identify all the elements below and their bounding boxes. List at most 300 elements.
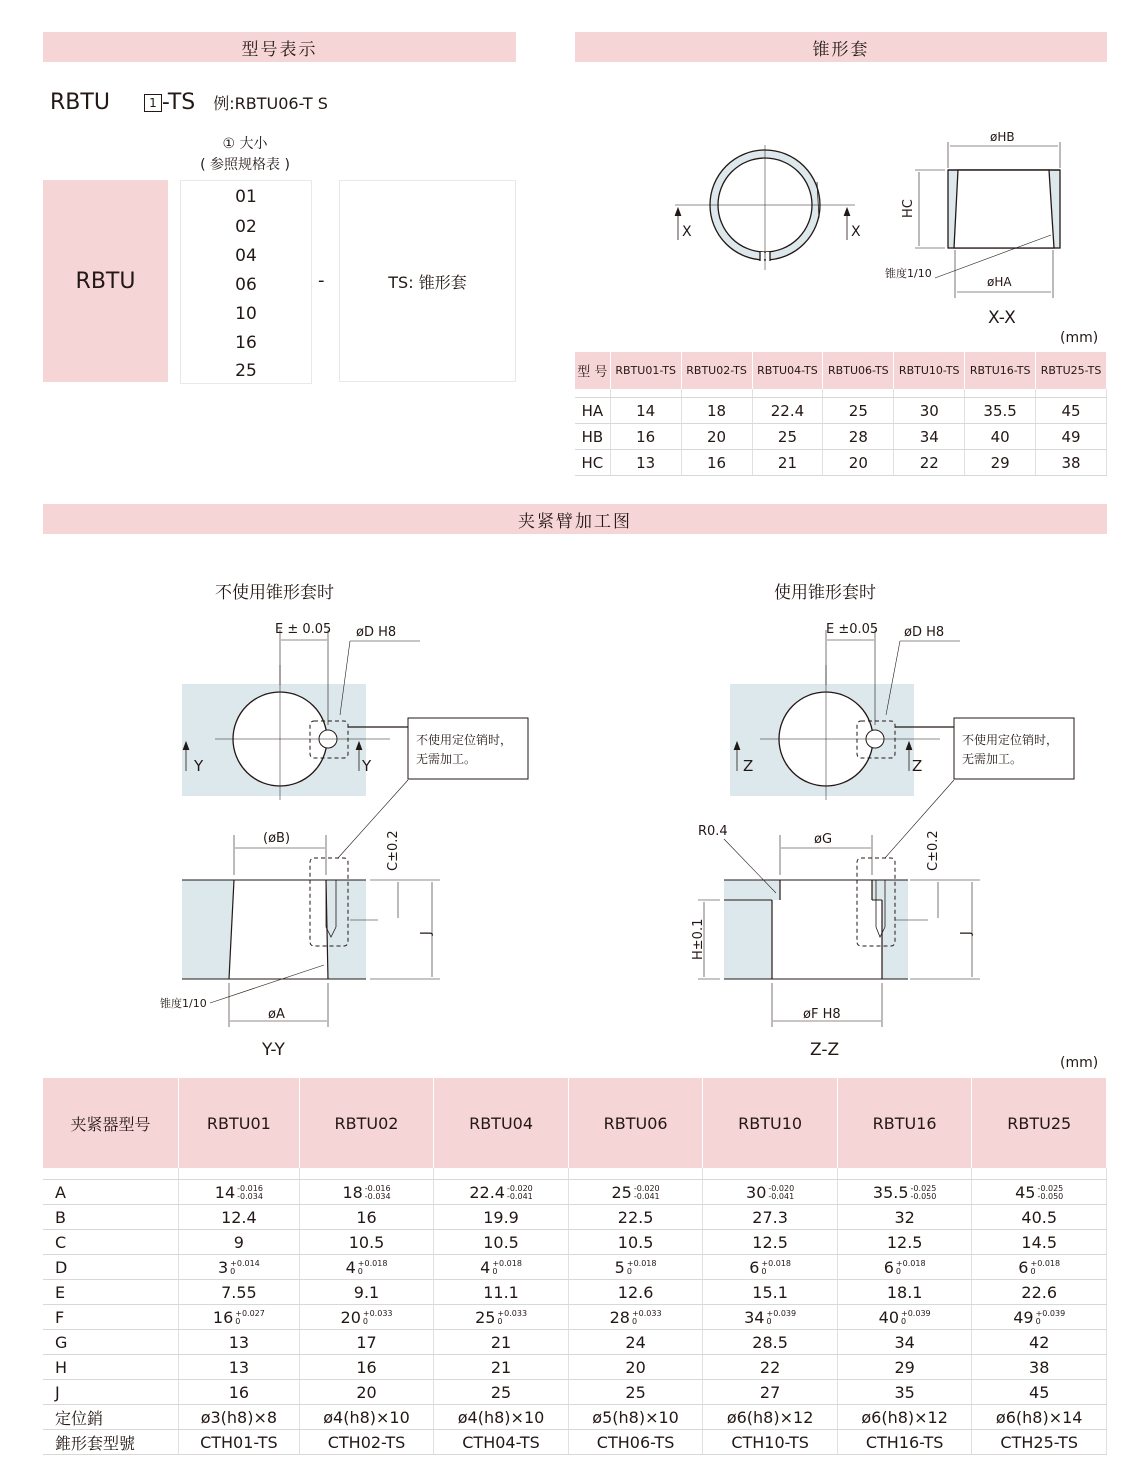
cell-value: ø5(h8)×10 [592, 1407, 679, 1427]
cell-value: 21 [490, 1332, 512, 1352]
size-item: 06 [235, 275, 257, 295]
tolerance-lower: 0 [497, 1317, 503, 1326]
cell: 29 [965, 450, 1036, 476]
cell [179, 1430, 300, 1455]
size-item: 04 [235, 246, 257, 266]
tolerance-lower: 0 [895, 1267, 902, 1276]
cell-value: 25 [475, 1307, 496, 1327]
tolerance [492, 1260, 522, 1276]
option-dash: - [318, 270, 325, 291]
tolerance [363, 1310, 393, 1326]
row-label: HA [575, 398, 610, 424]
tolerance-lower: 0 [766, 1317, 772, 1326]
cell-value: 18 [342, 1182, 363, 1202]
y-label-left: Y [194, 757, 204, 775]
cell [434, 1330, 569, 1355]
cell [837, 1355, 972, 1380]
cell [703, 1180, 838, 1205]
tolerance-upper: -0.020 [506, 1184, 533, 1193]
j-dim-left: J [419, 931, 434, 935]
size-item: 25 [235, 361, 257, 381]
cell: 14 [610, 398, 681, 424]
cell: 22.4 [752, 398, 823, 424]
cell: 21 [752, 450, 823, 476]
cell-value: 14 [214, 1182, 236, 1202]
size-item: 10 [235, 304, 257, 324]
cell [837, 1180, 972, 1205]
cell-value: 40.5 [1021, 1207, 1058, 1227]
cell [703, 1380, 838, 1405]
cell-value: 13 [228, 1332, 250, 1352]
cell [179, 1255, 300, 1280]
cell [703, 1230, 838, 1255]
cell: 13 [610, 450, 681, 476]
cell: 20 [681, 424, 752, 450]
table-row [43, 1180, 1107, 1205]
tolerance [358, 1260, 388, 1276]
tolerance-upper: +0.018 [357, 1259, 388, 1268]
tolerance-upper: +0.018 [761, 1259, 791, 1268]
row-label: J [43, 1380, 179, 1405]
tolerance [365, 1185, 391, 1201]
row-label: A [43, 1180, 179, 1205]
cell-value: ø6(h8)×12 [861, 1407, 948, 1427]
tolerance-upper: +0.039 [766, 1309, 797, 1318]
tolerance-lower: 0 [626, 1267, 632, 1276]
a-dim: øA [268, 1007, 285, 1022]
row-label: F [43, 1305, 179, 1330]
cell-value: 27 [759, 1382, 781, 1402]
tolerance [896, 1260, 926, 1276]
tolerance-lower: 0 [1035, 1317, 1041, 1326]
cell-value: 17 [356, 1332, 377, 1352]
spec-table [43, 1078, 1107, 1455]
cell-value: 21 [490, 1357, 512, 1377]
cell [568, 1305, 703, 1330]
left-processing-drawing [150, 575, 550, 1065]
tolerance [237, 1185, 263, 1201]
cell-value: 19.9 [483, 1207, 519, 1227]
tolerance-upper: +0.033 [497, 1309, 528, 1318]
cell [299, 1355, 434, 1380]
j-dim-right: J [959, 931, 974, 935]
cell-value: CTH25-TS [1000, 1432, 1078, 1452]
cell-value: 24 [625, 1332, 646, 1352]
size-item: 01 [235, 187, 257, 207]
row-label: G [43, 1330, 179, 1355]
table-row [43, 1380, 1107, 1405]
z-label-left: Z [743, 757, 754, 775]
tolerance-upper: +0.039 [1035, 1309, 1066, 1318]
row-label: HB [575, 424, 610, 450]
spec-model-col: RBTU25 [972, 1078, 1107, 1168]
cell-value: CTH10-TS [731, 1432, 809, 1452]
cell-value: 4 [480, 1257, 491, 1277]
cell-value: 32 [894, 1207, 915, 1227]
cell [434, 1380, 569, 1405]
row-label: 定位銷 [43, 1405, 179, 1430]
cell [837, 1255, 972, 1280]
tolerance [230, 1260, 260, 1276]
cell [568, 1280, 703, 1305]
cell-value: 38 [1029, 1357, 1050, 1377]
cell [703, 1280, 838, 1305]
cell [434, 1280, 569, 1305]
cell [703, 1205, 838, 1230]
size-list [180, 180, 312, 384]
taper-model-col: RBTU25-TS [1036, 352, 1107, 389]
cell-value: 28 [609, 1307, 630, 1327]
table-row [43, 1305, 1107, 1330]
cell-value: 25 [611, 1182, 632, 1202]
right-processing-drawing [690, 575, 1100, 1065]
cell-value: 6 [1018, 1257, 1029, 1277]
cell [837, 1380, 972, 1405]
c-dim-right: C±0.2 [926, 830, 941, 871]
row-label: 錐形套型號 [43, 1430, 179, 1455]
table-row [43, 1430, 1107, 1455]
tolerance-lower: 0 [1030, 1267, 1036, 1276]
cell-value: 45 [1029, 1382, 1050, 1402]
size-item: 16 [235, 333, 257, 353]
left-drawing-title: 不使用锥形套时 [215, 583, 334, 603]
cell [568, 1380, 703, 1405]
tolerance-upper: -0.016 [237, 1184, 263, 1193]
d-dim-right: øD H8 [904, 625, 945, 640]
cell [434, 1180, 569, 1205]
x-label-left: X [682, 224, 692, 240]
cell [299, 1305, 434, 1330]
cell [972, 1355, 1107, 1380]
cell-value: 34 [744, 1307, 765, 1327]
row-label: H [43, 1355, 179, 1380]
taper-model-col: RBTU16-TS [965, 352, 1036, 389]
note-line-2: 无需加工。 [416, 752, 477, 766]
cell-value: CTH04-TS [462, 1432, 540, 1452]
cell [179, 1180, 300, 1205]
cell-value: 7.55 [221, 1282, 257, 1302]
ha-dim: øHA [987, 275, 1012, 289]
cell [299, 1230, 434, 1255]
cell-value: 9 [233, 1232, 244, 1252]
cell [299, 1205, 434, 1230]
tolerance-upper: +0.018 [895, 1259, 926, 1268]
tolerance-upper: -0.016 [364, 1184, 391, 1193]
cell [434, 1405, 569, 1430]
tolerance [766, 1310, 796, 1326]
tolerance-upper: -0.025 [910, 1184, 937, 1193]
option-box: TS: 锥形套 [339, 180, 516, 382]
taper-model-col: RBTU04-TS [752, 352, 823, 389]
cell-value: ø4(h8)×10 [457, 1407, 545, 1427]
cell [972, 1180, 1107, 1205]
cell-value: 10.5 [348, 1232, 385, 1252]
tolerance [497, 1310, 527, 1326]
tolerance [761, 1260, 791, 1276]
tolerance-lower: 0 [631, 1317, 638, 1326]
cell: 49 [1036, 424, 1107, 450]
tolerance-lower: -0.034 [364, 1192, 391, 1201]
taper-model-col: RBTU06-TS [823, 352, 894, 389]
tolerance-lower: -0.041 [633, 1192, 660, 1201]
note-line-1-right: 不使用定位销时， [962, 733, 1059, 747]
taper-ratio-left: 锥度1/10 [160, 997, 207, 1010]
spec-header-label: 夹紧器型号 [43, 1078, 179, 1168]
tolerance [634, 1185, 660, 1201]
cell [568, 1230, 703, 1255]
cell-value: 13 [228, 1357, 250, 1377]
cell: 28 [823, 424, 894, 450]
table-row [575, 398, 1107, 424]
cell-value: 22.4 [469, 1182, 505, 1202]
taper-model-col: RBTU10-TS [894, 352, 965, 389]
cell [703, 1405, 838, 1430]
cell [568, 1355, 703, 1380]
tolerance-lower: -0.041 [768, 1192, 795, 1201]
note-line-2-right: 无需加工。 [962, 752, 1023, 766]
tolerance-upper: +0.018 [492, 1259, 522, 1268]
size-title: ① 大小 [222, 136, 268, 152]
tolerance-upper: +0.014 [230, 1259, 260, 1268]
cell-value: 15.1 [752, 1282, 788, 1302]
cell-value: 18.1 [886, 1282, 923, 1302]
cell [179, 1205, 300, 1230]
cell [837, 1230, 972, 1255]
taper-model-col: RBTU02-TS [681, 352, 752, 389]
row-label: C [43, 1230, 179, 1255]
table-row [575, 450, 1107, 476]
cell [299, 1405, 434, 1430]
cell: 35.5 [965, 398, 1036, 424]
cell [434, 1230, 569, 1255]
cell [299, 1430, 434, 1455]
cell [568, 1255, 703, 1280]
taper-header-label: 型 号 [575, 352, 610, 389]
table-row [43, 1255, 1107, 1280]
cell-value: 49 [1013, 1307, 1034, 1327]
tolerance [901, 1310, 931, 1326]
tolerance [507, 1185, 533, 1201]
taper-sleeve-header: 锥形套 [575, 32, 1107, 62]
cell-value: 28.5 [752, 1332, 788, 1352]
cell: 25 [823, 398, 894, 424]
cell: 30 [894, 398, 965, 424]
tolerance-lower: -0.050 [1037, 1192, 1064, 1201]
spec-model-col: RBTU06 [568, 1078, 703, 1168]
tolerance-upper: +0.018 [626, 1259, 657, 1268]
r-dim: R0.4 [698, 824, 728, 839]
model-code-line [50, 90, 328, 115]
cell-value: 45 [1015, 1182, 1036, 1202]
cell [434, 1430, 569, 1455]
cell [703, 1355, 838, 1380]
cell-value: 12.5 [886, 1232, 923, 1252]
cell-value: ø4(h8)×10 [323, 1407, 410, 1427]
cell: 45 [1036, 398, 1107, 424]
tolerance-lower: 0 [235, 1317, 241, 1326]
cell-value: 22.6 [1021, 1282, 1058, 1302]
cell-value: 27.3 [752, 1207, 788, 1227]
model-base: RBTU [50, 90, 110, 115]
e-dim-left: E ± 0.05 [275, 622, 332, 637]
section-zz: Z-Z [810, 1040, 840, 1060]
cell [299, 1280, 434, 1305]
b-dim: (øB) [263, 831, 291, 846]
cell-value: 34 [894, 1332, 915, 1352]
cell-value: 25 [490, 1382, 512, 1402]
cell: 40 [965, 424, 1036, 450]
tolerance-lower: 0 [362, 1317, 368, 1326]
right-drawing-title: 使用锥形套时 [774, 583, 876, 603]
cell [299, 1380, 434, 1405]
cell [434, 1205, 569, 1230]
size-item: 02 [235, 217, 257, 237]
tolerance [768, 1185, 794, 1201]
cell: 25 [752, 424, 823, 450]
h-dim: H±0.1 [691, 918, 706, 960]
tolerance [1030, 1260, 1060, 1276]
cell [179, 1305, 300, 1330]
note-line-1: 不使用定位销时， [416, 733, 513, 747]
cell [434, 1355, 569, 1380]
row-label: HC [575, 450, 610, 476]
cell [179, 1230, 300, 1255]
cell [568, 1405, 703, 1430]
cell-value: CTH06-TS [596, 1432, 675, 1452]
tolerance-upper: +0.033 [362, 1309, 393, 1318]
cell [837, 1405, 972, 1430]
table-row [43, 1205, 1107, 1230]
cell-value: 10.5 [617, 1232, 654, 1252]
table-row [43, 1355, 1107, 1380]
taper-sleeve-drawing [575, 120, 1107, 335]
cell-value: 30 [746, 1182, 767, 1202]
c-dim-left: C±0.2 [386, 830, 401, 871]
hc-dim: HC [901, 199, 916, 218]
cell [299, 1330, 434, 1355]
cell-value: 40 [878, 1307, 900, 1327]
cell-value: 10.5 [483, 1232, 519, 1252]
row-label: E [43, 1280, 179, 1305]
cell-value: 25 [625, 1382, 646, 1402]
cell-value: 20 [340, 1307, 361, 1327]
cell-value: 16 [212, 1307, 234, 1327]
cell [972, 1405, 1107, 1430]
cell [703, 1430, 838, 1455]
cell [568, 1205, 703, 1230]
tolerance-upper: +0.033 [631, 1309, 662, 1318]
hb-dim: øHB [990, 130, 1015, 144]
cell [179, 1355, 300, 1380]
cell [434, 1255, 569, 1280]
tolerance-upper: +0.018 [1030, 1259, 1061, 1268]
model-suffix: -TS [161, 90, 196, 115]
cell-value: 16 [356, 1357, 377, 1377]
table-row [43, 1280, 1107, 1305]
cell [703, 1255, 838, 1280]
table-row [43, 1405, 1107, 1430]
spec-model-col: RBTU04 [434, 1078, 569, 1168]
tolerance-lower: -0.041 [506, 1192, 533, 1201]
row-label: B [43, 1205, 179, 1230]
cell-value: 12.5 [752, 1232, 788, 1252]
g-dim: øG [814, 832, 833, 847]
cell-value: 4 [345, 1257, 356, 1277]
cell-value: 12.4 [221, 1207, 257, 1227]
cell [972, 1280, 1107, 1305]
cell [568, 1180, 703, 1205]
cell [179, 1280, 300, 1305]
cell-value: 5 [614, 1257, 625, 1277]
cell: 16 [610, 424, 681, 450]
cell-value: 9.1 [353, 1282, 380, 1302]
d-dim-left: øD H8 [356, 625, 397, 640]
cell-value: ø3(h8)×8 [200, 1407, 278, 1427]
cell [179, 1330, 300, 1355]
cell [299, 1255, 434, 1280]
model-example: 例:RBTU06-T S [213, 94, 328, 113]
table-row [43, 1230, 1107, 1255]
cell [837, 1280, 972, 1305]
cell-value: 12.6 [617, 1282, 654, 1302]
cell-value: 22 [759, 1357, 781, 1377]
tolerance [1037, 1185, 1063, 1201]
cell: 20 [823, 450, 894, 476]
cell [972, 1330, 1107, 1355]
taper-unit: (mm) [1060, 330, 1099, 346]
cell-value: 42 [1029, 1332, 1050, 1352]
row-label: D [43, 1255, 179, 1280]
cell [972, 1430, 1107, 1455]
cell [972, 1305, 1107, 1330]
cell [972, 1205, 1107, 1230]
spec-model-col: RBTU10 [703, 1078, 838, 1168]
tolerance-upper: +0.039 [901, 1309, 931, 1318]
tolerance [632, 1310, 662, 1326]
cell [179, 1380, 300, 1405]
cell-value: 20 [625, 1357, 646, 1377]
cell: 18 [681, 398, 752, 424]
section-yy: Y-Y [262, 1040, 285, 1060]
tolerance [911, 1185, 937, 1201]
tolerance-lower: 0 [357, 1267, 363, 1276]
cell [703, 1305, 838, 1330]
cell-value: 35.5 [872, 1182, 909, 1202]
tolerance-lower: -0.034 [237, 1192, 263, 1201]
cell [434, 1305, 569, 1330]
x-label-right: X [851, 224, 861, 240]
cell [972, 1255, 1107, 1280]
f-dim: øF H8 [803, 1007, 841, 1022]
cell-value: 20 [356, 1382, 377, 1402]
cell [299, 1180, 434, 1205]
cell: 16 [681, 450, 752, 476]
spec-model-col: RBTU01 [179, 1078, 300, 1168]
cell [568, 1330, 703, 1355]
tolerance [235, 1310, 265, 1326]
cell-value: 3 [217, 1257, 229, 1277]
cell-value: CTH01-TS [200, 1432, 278, 1452]
cell-value: 6 [883, 1257, 894, 1277]
tolerance-lower: 0 [230, 1267, 236, 1276]
taper-table [575, 352, 1107, 476]
tolerance-lower: 0 [492, 1267, 498, 1276]
table-row [43, 1330, 1107, 1355]
cell-value: 16 [228, 1382, 250, 1402]
cell: 38 [1036, 450, 1107, 476]
model-base-box: RBTU [43, 180, 168, 382]
cell-value: 29 [894, 1357, 915, 1377]
